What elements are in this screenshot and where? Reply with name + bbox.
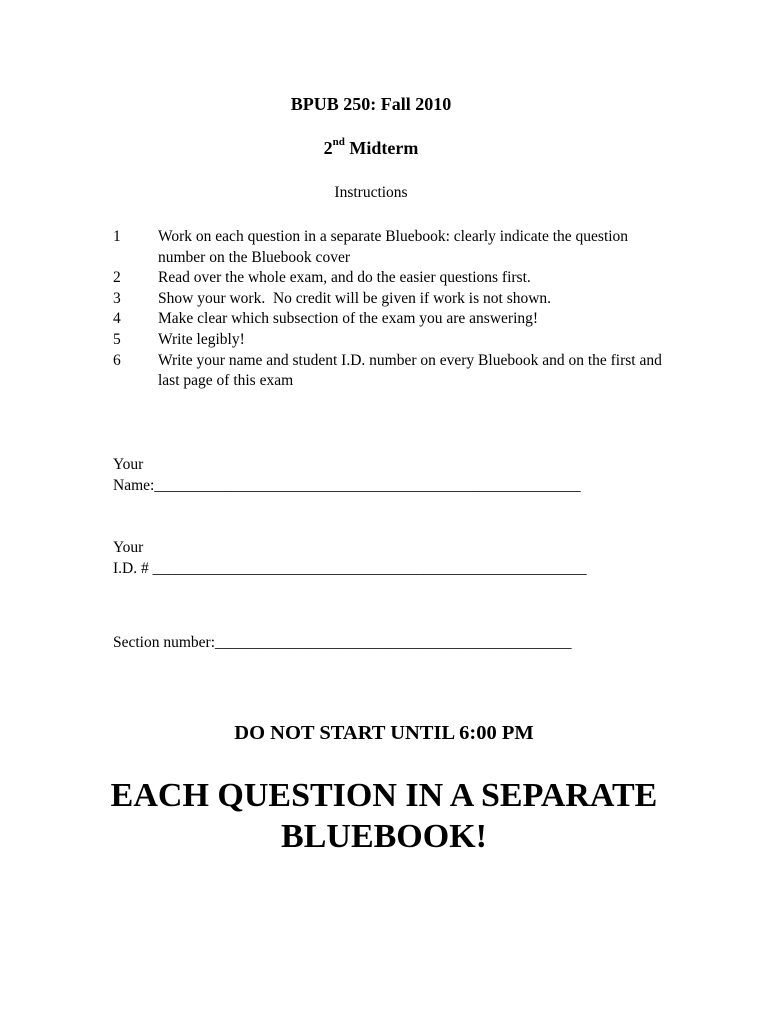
exam-number-suffix: nd [332, 136, 345, 148]
instruction-item [113, 351, 673, 392]
instruction-item [113, 330, 673, 351]
instructions-heading: Instructions [334, 184, 408, 201]
instruction-number: 1 [113, 228, 121, 245]
id-label-line2[interactable]: I.D. # ________________________________________________________ [113, 559, 587, 577]
instruction-text: Read over the whole exam, and do the easier questions first. [158, 269, 531, 287]
instruction-item [113, 309, 673, 330]
start-time-notice: DO NOT START UNTIL 6:00 PM [234, 722, 534, 744]
instruction-text: Show your work. No credit will be given if work is not shown. [158, 289, 552, 307]
name-field[interactable] [113, 455, 581, 496]
name-label-line2[interactable]: Name:_______________________________________________________ [113, 476, 581, 494]
separate-bluebook-notice [0, 775, 768, 857]
instruction-text: Work on each question in a separate Bluebook: clearly indicate the question number on the Bluebook cover [158, 228, 629, 266]
instruction-number: 4 [113, 310, 121, 328]
exam-title [0, 138, 742, 159]
id-label-line1: Your [113, 539, 144, 556]
separate-bluebook-line2: BLUEBOOK! [281, 818, 487, 855]
instruction-number: 6 [113, 351, 121, 369]
instruction-text: Make clear which subsection of the exam you are answering! [158, 310, 539, 328]
exam-number: 2 [323, 138, 333, 158]
instruction-item [113, 227, 673, 268]
instruction-number: 3 [113, 289, 121, 307]
instruction-text: Write legibly! [158, 330, 245, 348]
instruction-number: 2 [113, 269, 121, 287]
instruction-text: Write your name and student I.D. number on every Bluebook and on the first and last page of this exam [158, 351, 662, 390]
name-label-line1: Your [113, 456, 144, 473]
instructions-list [113, 227, 673, 392]
exam-name: Midterm [349, 138, 419, 158]
instruction-number: 5 [113, 330, 121, 348]
instruction-item [113, 289, 673, 310]
course-title: BPUB 250: Fall 2010 [290, 94, 452, 114]
instruction-item [113, 268, 673, 289]
id-field[interactable] [113, 538, 587, 579]
separate-bluebook-line1: EACH QUESTION IN A SEPARATE [110, 777, 658, 814]
section-number-field[interactable]: Section number:______________________________________________ [113, 634, 572, 651]
